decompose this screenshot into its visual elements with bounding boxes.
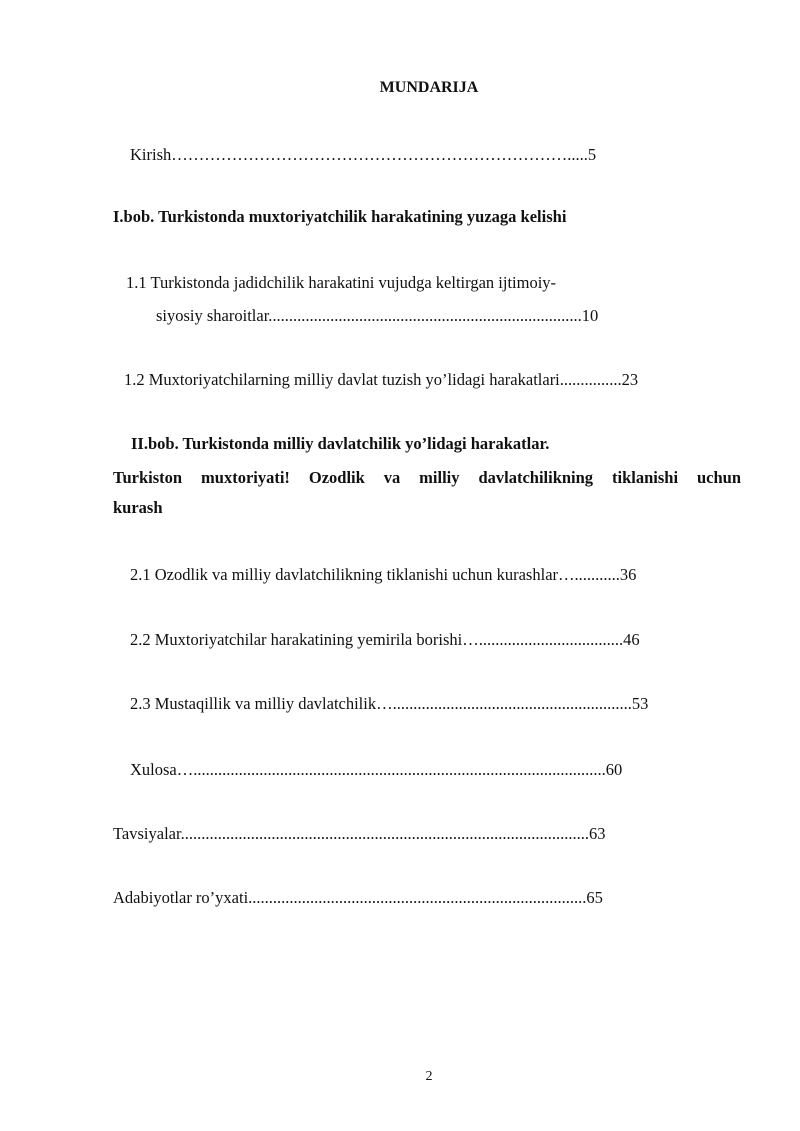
toc-entry-2-2: 2.2 Muxtoriyatchilar harakatining yemirila borishi…...................................46: [130, 630, 640, 649]
toc-entry-1-2: 1.2 Muxtoriyatchilarning milliy davlat tuzish yo’lidagi harakatlari...............23: [124, 370, 639, 389]
toc-chapter-2: II.bob. Turkistonda milliy davlatchilik yo’lidagi harakatlar.: [131, 434, 550, 453]
page-title: MUNDARIJA: [379, 79, 479, 96]
toc-chapter-1: I.bob. Turkistonda muxtoriyatchilik harakatining yuzaga kelishi: [113, 207, 567, 226]
toc-entry-2-1: 2.1 Ozodlik va milliy davlatchilikning tiklanishi uchun kurashlar…...........36: [130, 565, 637, 584]
toc-entry-adabiyotlar: Adabiyotlar ro’yxati..................................................................................65: [113, 888, 603, 907]
toc-entry-2-3: 2.3 Mustaqillik va milliy davlatchilik…..........................................................53: [130, 694, 649, 713]
toc-chapter-2-cont2: kurash: [113, 498, 163, 517]
toc-entry-tavsiyalar: Tavsiyalar...................................................................................................63: [113, 824, 606, 843]
toc-entry-kirish: Kirish……………………………………………………………….....5: [130, 145, 597, 164]
page-number: 2: [425, 1069, 433, 1084]
toc-entry-xulosa: Xulosa…....................................................................................................60: [130, 760, 623, 779]
toc-chapter-2-cont: Turkiston muxtoriyati! Ozodlik va milliy davlatchilikning tiklanishi uchun: [113, 468, 741, 487]
toc-entry-1-1: 1.1 Turkistonda jadidchilik harakatini vujudga keltirgan ijtimoiy-: [126, 273, 557, 292]
toc-entry-1-1-cont: siyosiy sharoitlar............................................................................10: [156, 306, 599, 325]
